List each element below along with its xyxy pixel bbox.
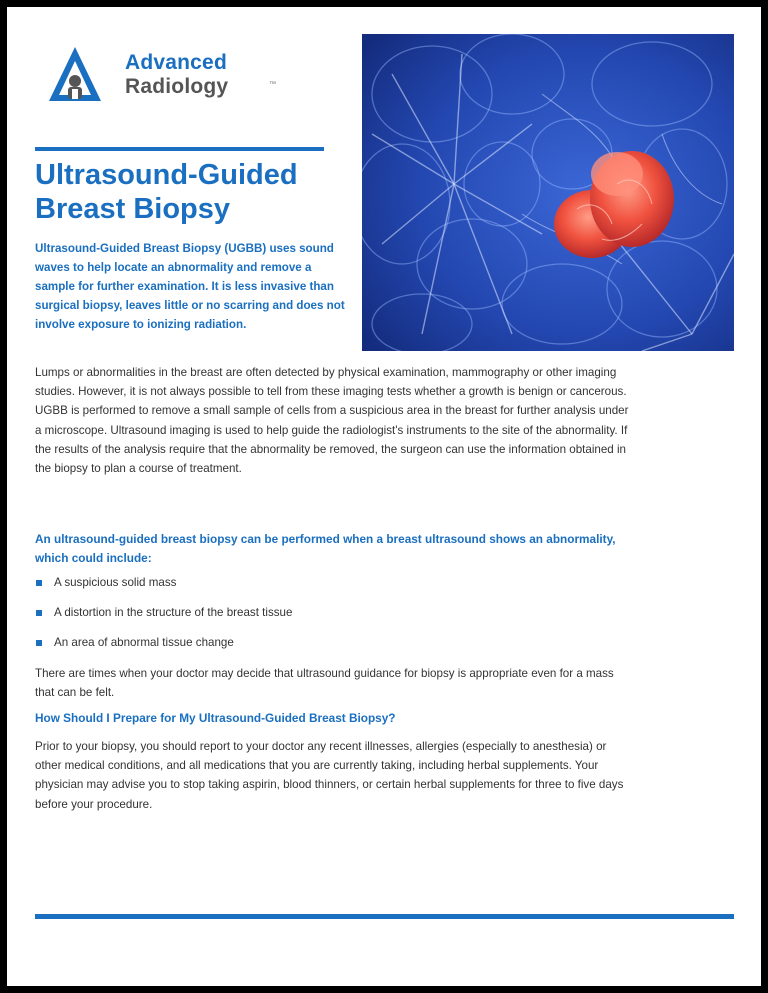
- logo-trademark: ™: [269, 81, 276, 88]
- footer-divider: [35, 914, 734, 919]
- list-item-text: A suspicious solid mass: [54, 576, 177, 589]
- logo-mark-icon: [45, 43, 125, 107]
- logo-word-advanced: Advanced: [125, 51, 227, 74]
- bullet-square-icon: [36, 580, 42, 586]
- list-item: [35, 573, 635, 603]
- hero-illustration: [362, 34, 734, 351]
- list-item-text: An area of abnormal tissue change: [54, 636, 234, 649]
- body-paragraph-1: Lumps or abnormalities in the breast are often detected by physical examination, mammography or other imaging studies. However, it is not always possible to tell from these imaging tests whether a growth is benign or cancerous. UGBB is performed to remove a small sample of cells from a suspicious area in the breast for further analysis under a microscope. Ultrasound imaging is used to help guide the radiologist's instruments to the site of the abnormality. If the results of the analysis require that the abnormality be removed, the surgeon can use the information obtained in the biopsy to plan a course of treatment.: [35, 366, 629, 476]
- body-paragraph-3: Prior to your biopsy, you should report to your doctor any recent illnesses, allergies (especially to anesthesia) or other medical conditions, and all medications that you are currently taking, including herbal supplements. Your physician may advise you to stop taking aspirin, blood thinners, or certain herbal supplements for three to five days before your procedure.: [35, 740, 624, 811]
- indications-list: [35, 573, 635, 663]
- page-title: Ultrasound-Guided Breast Biopsy: [35, 159, 298, 225]
- indications-subheading: An ultrasound-guided breast biopsy can be performed when a breast ultrasound shows an abnormality, which could include:: [35, 532, 616, 565]
- bullet-square-icon: [36, 640, 42, 646]
- logo-word-radiology: Radiology: [125, 75, 229, 98]
- intro-paragraph: Ultrasound-Guided Breast Biopsy (UGBB) uses sound waves to help locate an abnormality and remove a sample for further examination. It is less invasive than surgical biopsy, leaves little or no scarring and does not involve exposure to ionizing radiation.: [35, 242, 345, 331]
- list-item-text: A distortion in the structure of the breast tissue: [54, 606, 293, 619]
- list-item: [35, 603, 635, 633]
- list-item: [35, 633, 635, 663]
- breast-tissue-illustration-icon: [362, 34, 734, 351]
- title-divider: [35, 147, 324, 151]
- body-paragraph-2: There are times when your doctor may decide that ultrasound guidance for biopsy is appropriate even for a mass that can be felt.: [35, 667, 614, 699]
- preparation-heading: How Should I Prepare for My Ultrasound-Guided Breast Biopsy?: [35, 711, 396, 725]
- document-page: [7, 7, 761, 986]
- advanced-radiology-logo: [45, 43, 285, 113]
- bullet-square-icon: [36, 610, 42, 616]
